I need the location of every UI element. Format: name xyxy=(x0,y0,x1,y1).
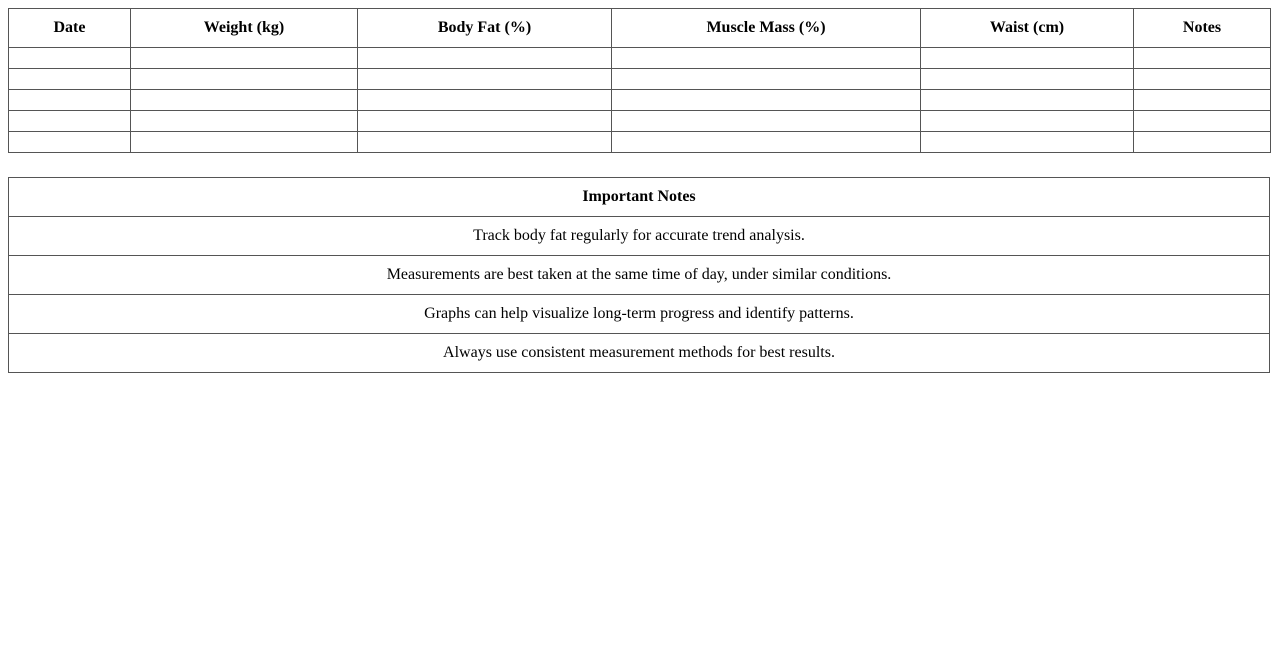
note-text: Graphs can help visualize long-term progress and identify patterns. xyxy=(9,295,1270,334)
muscle-mass-cell[interactable] xyxy=(612,132,921,153)
table-row xyxy=(9,111,1271,132)
weight-cell[interactable] xyxy=(131,111,358,132)
notes-cell[interactable] xyxy=(1134,111,1271,132)
column-header-waist: Waist (cm) xyxy=(921,9,1134,48)
notes-cell[interactable] xyxy=(1134,48,1271,69)
table-row xyxy=(9,90,1271,111)
important-notes-table xyxy=(8,177,1270,373)
weight-cell[interactable] xyxy=(131,132,358,153)
date-cell[interactable] xyxy=(9,111,131,132)
notes-cell[interactable] xyxy=(1134,90,1271,111)
weight-cell[interactable] xyxy=(131,48,358,69)
body-fat-cell[interactable] xyxy=(358,69,612,90)
weight-cell[interactable] xyxy=(131,69,358,90)
muscle-mass-cell[interactable] xyxy=(612,111,921,132)
notes-cell[interactable] xyxy=(1134,132,1271,153)
list-item xyxy=(9,256,1270,295)
table-row xyxy=(9,48,1271,69)
table-row xyxy=(9,69,1271,90)
body-fat-cell[interactable] xyxy=(358,111,612,132)
date-cell[interactable] xyxy=(9,69,131,90)
waist-cell[interactable] xyxy=(921,132,1134,153)
waist-cell[interactable] xyxy=(921,111,1134,132)
column-header-notes: Notes xyxy=(1134,9,1271,48)
measurement-tracker-table xyxy=(8,8,1271,153)
table-header-row xyxy=(9,9,1271,48)
column-header-body-fat: Body Fat (%) xyxy=(358,9,612,48)
weight-cell[interactable] xyxy=(131,90,358,111)
notes-heading: Important Notes xyxy=(9,178,1270,217)
date-cell[interactable] xyxy=(9,48,131,69)
notes-cell[interactable] xyxy=(1134,69,1271,90)
note-text: Track body fat regularly for accurate trend analysis. xyxy=(9,217,1270,256)
body-fat-cell[interactable] xyxy=(358,90,612,111)
muscle-mass-cell[interactable] xyxy=(612,48,921,69)
column-header-muscle-mass: Muscle Mass (%) xyxy=(612,9,921,48)
body-fat-cell[interactable] xyxy=(358,132,612,153)
date-cell[interactable] xyxy=(9,132,131,153)
column-header-date: Date xyxy=(9,9,131,48)
waist-cell[interactable] xyxy=(921,90,1134,111)
waist-cell[interactable] xyxy=(921,69,1134,90)
note-text: Always use consistent measurement methods for best results. xyxy=(9,334,1270,373)
list-item xyxy=(9,334,1270,373)
note-text: Measurements are best taken at the same time of day, under similar conditions. xyxy=(9,256,1270,295)
muscle-mass-cell[interactable] xyxy=(612,69,921,90)
table-row xyxy=(9,132,1271,153)
notes-header-row xyxy=(9,178,1270,217)
list-item xyxy=(9,295,1270,334)
column-header-weight: Weight (kg) xyxy=(131,9,358,48)
muscle-mass-cell[interactable] xyxy=(612,90,921,111)
waist-cell[interactable] xyxy=(921,48,1134,69)
date-cell[interactable] xyxy=(9,90,131,111)
list-item xyxy=(9,217,1270,256)
body-fat-cell[interactable] xyxy=(358,48,612,69)
